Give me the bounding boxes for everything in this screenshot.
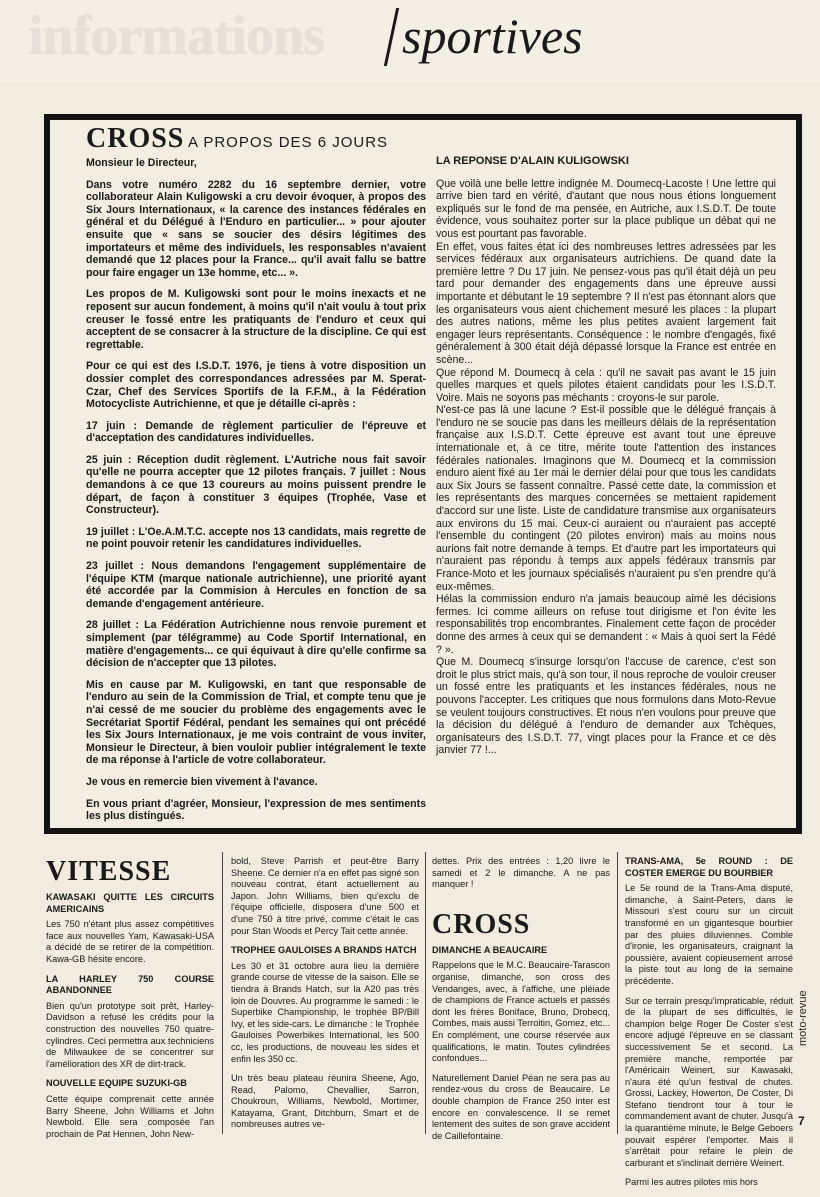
response-paragraph: Hélas la commission enduro n'a jamais beaucoup aimé les décisions fermes. Ici comme ailleurs on refuse tout dirigisme et l'on évite les responsabilités trop encombrantes. Finalement cette façon de procéder donne des armes à ceux qui se demandent : « Mais à quoi sert la Fédé ? ». [436,593,776,656]
response-paragraph: N'est-ce pas là une lacune ? Est-il possible que le délégué français à l'enduro ne se soucie pas dans les meilleurs délais de la représentation française aux I.S.D.T. Cette épreuve est avant tout une épreuve internationale et, à ce titre, mérite toute l'attention des instances fédérales nationales. Imaginons que M. Doumecq et la commission enduro aient fixé au 1er mai le dernier délai pour que tous les candidats aux Six Jours se fassent connaître. Passé cette date, la commission et les représentants des marques concernées se mettaient rapidement d'accord sur une liste. Liste de candidature transmise aux organisateurs aux environs du 15 mai. Ceux-ci auraient ou n'auraient pas accepté l'ensemble du contingent (20 pilotes environ) mais au moins nous aurions fait notre demande à temps. Et d'autre part les importateurs qui n'auraient pas répondu à temps aux appels fédéraux transmis par France-Moto et les journaux spécialisés n'auraient pu s'en prendre qu'à eux-mêmes. [436,404,776,593]
director-letter [86,157,426,832]
letter-paragraph: Dans votre numéro 2282 du 16 septembre dernier, votre collaborateur Alain Kuligowski a cru devoir évoquer, à propos des Six Jours Internationaux, « la carence des instances fédérales en général et du Délégué à l'Enduro en particulier... » pour ajouter ensuite que « sans se soucier des désirs légitimes des importateurs et même des individuels, les responsables n'avaient demandé que 12 places pour la France... qu'il avait fallu se battre pour faire engager un 13e homme, etc... ». [86,178,426,279]
letter-paragraph: En vous priant d'agréer, Monsieur, l'expression de mes sentiments les plus distingués. [86,797,426,823]
column-divider [222,852,223,1134]
kuligowski-response [436,155,776,757]
cross-article-subtitle: A PROPOS DES 6 JOURS [188,134,389,151]
letter-paragraph: Monsieur le Directeur, [86,157,197,169]
beaucaire-headline: DIMANCHE A BEAUCAIRE [432,944,548,955]
beaucaire-text: Rappelons que le M.C. Beaucaire-Tarascon organise, dimanche, son cross des Vendanges, avec, à l'affiche, une pléiade de champions de France actuels et passés dont les frères Boniface, Bruno, Drobecq, Combes, mais aussi Terroitin, Gomez, etc... En complément, une course réservée aux qualifications, le matin. Toutes cylindrées confondues... [432,960,610,1064]
vitesse-column-2 [231,856,419,1139]
suzuki-headline: NOUVELLE EQUIPE SUZUKI-GB [46,1078,187,1089]
column-divider [425,852,426,1134]
gauloises-text-end: dettes. Prix des entrées : 1,20 livre le samedi et 2 le dimanche. A ne pas manquer ! [432,856,610,890]
harley-text: Bien qu'un prototype soit prêt, Harley-Davidson a refusé les crédits pour la construction des nouvelles 750 quatre-cylindres. Ceci permettra aux techniciens de Milwaukee de se concentrer sur l'amélioration des XR de dirt-track. [46,1000,214,1069]
gauloises-text: Les 30 et 31 octobre aura lieu la dernière grande course de vitesse de la saison. Elle se tiendra à Brands Hatch, sur la A20 pas très loin de Douvres. Au programme le samedi : le Superbike Championship, le trophée BP/Bill Ivy, et les side-cars. Le dimanche : le Trophée Gauloises Powerbikes International, les 500 cc, les productions, de nouveau les sides et enfin les 350 cc. [231,960,419,1064]
trans-ama-column [625,856,793,1197]
response-paragraph: Que M. Doumecq s'insurge lorsqu'on l'accuse de carence, c'est son droit le plus strict mais, qu'à son tour, il nous reproche de vouloir creuser un fossé entre les pratiquants et les instances fédérales, nous ne pouvons l'accepter. Les critiques que nous formulons dans Moto-Revue se veulent toujours constructives. Et nous n'en voulons pour preuve que la décision du délégué à l'enduro de demander aux Tchèques, organisateurs des I.S.D.T. 77, vingt places pour la France et ce dès janvier 77 !... [436,656,776,757]
cross-article-title: CROSS [86,123,185,154]
suzuki-text-continued: bold, Steve Parrish et peut-être Barry Sheene. Ce dernier n'a en effet pas signé son nouveau contrat, étant actuellement au Japon. John Williams, bien qu'exclu de l'équipe officielle, disposera d'une 500 et d'une 750 à titre privé, comme c'était le cas pour Stan Woods et Percy Tait cette année. [231,856,419,936]
header-informations: informations [28,5,324,67]
letter-paragraph: Les propos de M. Kuligowski sont pour le moins inexacts et ne reposent sur aucun fondement, à moins qu'il n'ait voulu à tout prix creuser le fossé entre les pratiquants de l'enduro et ceux qui acceptent de se consacrer à la structure de la discipline. Ce qui est regrettable. [86,288,426,351]
column-divider [617,852,618,1134]
suzuki-text: Cette équipe comprenait cette année Barry Sheene, John Williams et John Newbold. Elle sera composée l'an prochain de Pat Hennen, John New- [46,1093,214,1139]
letter-paragraph: 28 juillet : La Fédération Autrichienne nous renvoie purement et simplement (par télégramme) au Code Sportif International, en matière d'engagements... ce qui équivaut à dire qu'elle confirme sa décision de n'accepter que 13 pilotes. [86,619,426,670]
letter-paragraph: 23 juillet : Nous demandons l'engagement supplémentaire de l'équipe KTM (marque nationale autrichienne), une priorité ayant été accordée par la Commision à Hercules en fonction de sa demande d'engagement antérieure. [86,560,426,610]
letter-paragraph: 25 juin : Réception dudit règlement. L'Autriche nous fait savoir qu'elle ne pourra accepter que 12 pilotes français. 7 juillet : Nous demandons à ce que 13 coureurs au moins puissent prendre le départ, de façon à constituer 3 équipes (Trophée, Vase et Constructeur). [86,453,426,517]
letter-paragraph: 17 juin : Demande de règlement particulier de l'épreuve et d'acceptation des candidatures individuelles. [86,419,426,445]
response-paragraph: Que répond M. Doumecq à cela : qu'il ne savait pas avant le 15 juin quelles marques et quels pilotes étaient candidats pour les I.S.D.T. Voire. Mais ne soyons pas méchants : croyons-le sur parole. [436,366,776,404]
magazine-name: moto-revue [797,990,809,1046]
vitesse-column-1 [46,856,214,1148]
trans-ama-headline: TRANS-AMA, 5e ROUND : DE COSTER EMERGE DU BOURBIER [625,856,793,878]
gauloises-text-2: Un très beau plateau réunira Sheene, Ago, Read, Palomo, Chevallier, Sarron, Choukroun, Williams, Newbold, Mortimer, Katayama, Grant, Ditchburn, Smart et de nombreuses autres ve- [231,1073,419,1130]
letter-paragraph: Pour ce qui est des I.S.D.T. 1976, je tiens à votre disposition un dossier complet des correspondances adressées par M. Sperat-Czar, Chef des Services Sportifs de la F.F.M., à la Fédération Motocycliste Autrichienne, et que je détaille ci-après : [86,360,426,411]
vitesse-title: VITESSE [46,856,172,887]
page-number: 7 [798,1114,805,1128]
trans-ama-text-3: Parmi les autres pilotes mis hors [625,1177,758,1188]
cross-title-bottom: CROSS [432,908,531,940]
cross-column [432,856,610,1150]
gauloises-headline: TROPHEE GAULOISES A BRANDS HATCH [231,945,417,956]
kawasaki-headline: KAWASAKI QUITTE LES CIRCUITS AMERICAINS [46,892,214,914]
trans-ama-text-2: Sur ce terrain presqu'impraticable, réduit de la plupart de ses difficultés, le champion belge Roger De Coster s'est encore adjugé l'épreuve en se classant successivement 5e et second. La première manche, remportée par l'Américain Weinert, sur Kawasaki, n'aura été qu'un festival de chutes. Grossi, Lackey, Howerton, De Coster, Di Stefano tiendront tour à tour le commandement avant de chuter. Jusqu'à la quarantième minute, le Belge Geboers pouvait espérer l'emporter. Mais il s'arrêtait pour refaire le plein de carburant et s'inclinait derrière Weinert. [625,995,793,1168]
trans-ama-text: Le 5e round de la Trans-Ama disputé, dimanche, à Saint-Peters, dans le Missouri s'est couru sur un circuit transformé en un gigantesque bourbier par des pluies diluviennes. Comble d'ironie, les organisateurs, craignant la poussière, avaient copieusement arrosé la piste tout au long de la semaine précédente. [625,883,793,986]
response-paragraph: En effet, vous faites état ici des nombreuses lettres adressées par les services fédéraux aux organisateurs autrichiens. De quand date la première lettre ? Du 17 juin. Ne pensez-vous pas qu'il était déjà un peu tard pour demander des engagements dans une épreuve aussi importante et débutant le 19 septembre ? Il n'est pas étonnant alors que les organisateurs vous aient chichement mesuré les places : la plupart des autres nations, même les plus petites avaient largement fait engager leurs représentants. Conséquence : le nombre d'engagés, fixé généralement à 300 était déjà dépassé lorsque la France est entrée en scène... [436,240,776,366]
letter-paragraph: 19 juillet : L'Oe.A.M.T.C. accepte nos 13 candidats, mais regrette de ne point pouvoir retenir les candidatures individuelles. [86,525,426,551]
response-paragraph: Que voilà une belle lettre indignée M. Doumecq-Lacoste ! Une lettre qui arrive bien tard en vérité, d'autant que nous nous étions longuement expliqués sur le fond de ma pensée, en Autriche, aux I.S.D.T. De toute évidence, vous souhaitez porter sur la place publique un débat qui ne vous est pourtant pas favorable. [436,177,776,240]
kawasaki-text: Les 750 n'étant plus assez compétitives face aux nouvelles Yam, Kawasaki-USA a décidé de se retirer de la compétition. Kawa-GB hésite encore. [46,919,214,964]
response-title: LA REPONSE D'ALAIN KULIGOWSKI [436,155,629,167]
header-sportives: sportives [402,8,583,64]
letter-paragraph: Mis en cause par M. Kuligowski, en tant que responsable de l'enduro au sein de la Commission de Trial, et compte tenu que je n'ai cessé de me soucier du problème des engagements avec le Secrétariat Sportif Fédéral, pendant les semaines qui ont précédé les Six Jours Internationaux, je me vois contraint de vous inviter, Monsieur le Directeur, à bien vouloir publier intégralement le texte de ma réponse à l'article de votre collaborateur. [86,678,426,767]
beaucaire-text-2: Naturellement Daniel Péan ne sera pas au rendez-vous du cross de Beaucaire. Le double champion de France 250 inter est encore en convalescence. Il se remet lentement des suites de son grave accident de Caillefontaine. [432,1072,610,1141]
letter-paragraph: Je vous en remercie bien vivement à l'avance. [86,775,318,788]
harley-headline: LA HARLEY 750 COURSE ABANDONNEE [46,973,214,996]
